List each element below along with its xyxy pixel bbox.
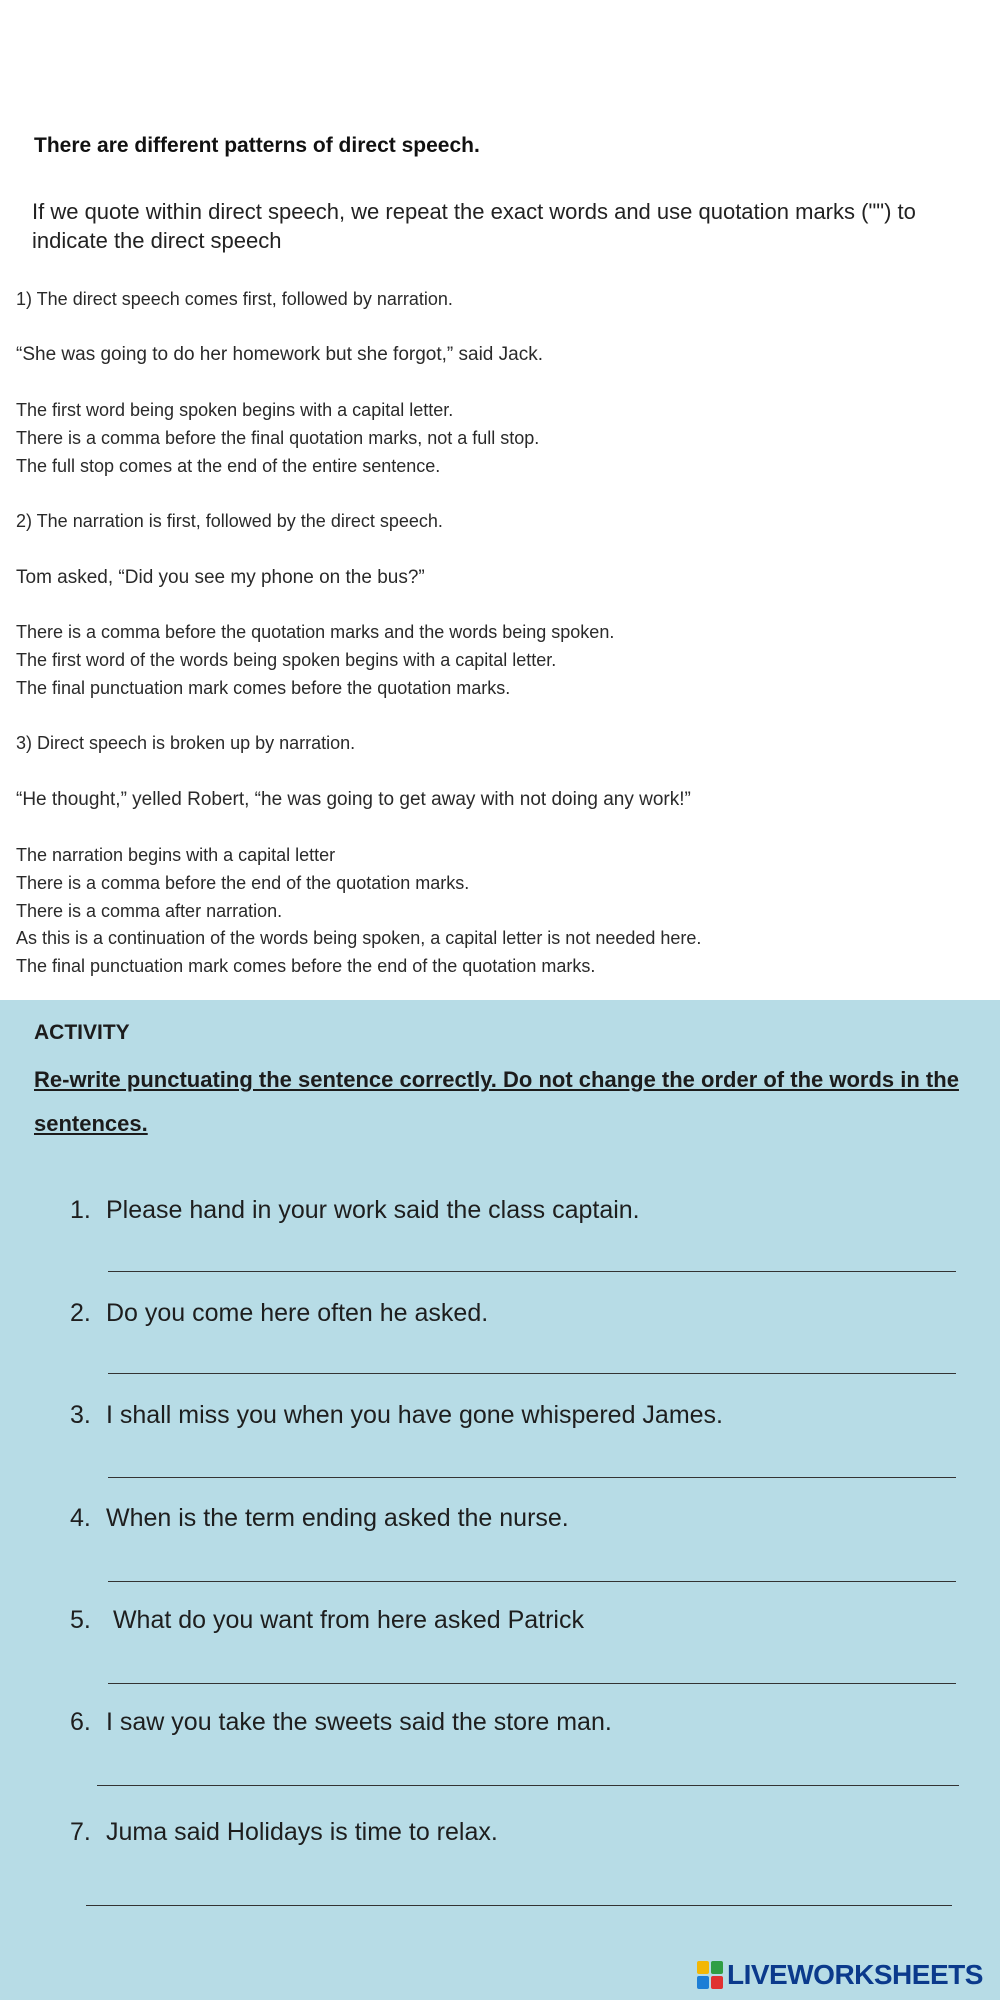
answer-line-5[interactable]: [108, 1683, 956, 1684]
pattern-1-rule: There is a comma before the final quotation marks, not a full stop.: [16, 428, 540, 448]
answer-line-4[interactable]: [108, 1581, 956, 1582]
section-heading: There are different patterns of direct speech.: [34, 134, 480, 157]
question-3: [70, 1401, 723, 1430]
question-text: Do you come here often he asked.: [106, 1299, 489, 1327]
pattern-2-example: Tom asked, “Did you see my phone on the bus?”: [16, 567, 425, 588]
question-number: 6.: [70, 1708, 91, 1736]
pattern-3-rule: There is a comma after narration.: [16, 901, 283, 921]
pattern-2-rule: The first word of the words being spoken begins with a capital letter.: [16, 650, 557, 670]
pattern-2-title: 2) The narration is first, followed by the direct speech.: [16, 511, 443, 531]
pattern-2-rule: The final punctuation mark comes before the quotation marks.: [16, 678, 511, 698]
question-text: I saw you take the sweets said the store man.: [106, 1708, 612, 1736]
logo-square: [711, 1976, 723, 1989]
question-5: [70, 1606, 584, 1635]
question-6: [70, 1708, 612, 1737]
question-7: [70, 1818, 498, 1847]
logo-square: [697, 1961, 709, 1974]
question-number: 7.: [70, 1818, 91, 1846]
pattern-3-rule: The narration begins with a capital letter: [16, 845, 336, 865]
pattern-1-rule: The first word being spoken begins with a capital letter.: [16, 400, 454, 420]
question-number: 1.: [70, 1196, 91, 1224]
question-4: [70, 1504, 569, 1533]
pattern-1-example: “She was going to do her homework but she forgot,” said Jack.: [16, 344, 543, 365]
question-text: Juma said Holidays is time to relax.: [106, 1818, 498, 1846]
pattern-3-example: “He thought,” yelled Robert, “he was going to get away with not doing any work!”: [16, 789, 691, 810]
activity-title: ACTIVITY: [34, 1021, 130, 1044]
liveworksheets-logo-icon: [697, 1961, 723, 1989]
pattern-1-title: 1) The direct speech comes first, followed by narration.: [16, 289, 453, 309]
liveworksheets-logo[interactable]: [697, 1957, 983, 1993]
answer-line-3[interactable]: [108, 1477, 956, 1478]
pattern-3-rule: There is a comma before the end of the quotation marks.: [16, 873, 470, 893]
pattern-3-title: 3) Direct speech is broken up by narration.: [16, 733, 356, 753]
question-text: I shall miss you when you have gone whispered James.: [106, 1401, 723, 1429]
question-text: What do you want from here asked Patrick: [106, 1606, 584, 1634]
logo-square: [697, 1976, 709, 1989]
activity-section: [0, 1000, 1000, 2000]
question-number: 3.: [70, 1401, 91, 1429]
logo-text: LIVEWORKSHEETS: [727, 1959, 983, 1990]
question-number: 5.: [70, 1606, 91, 1634]
pattern-3-rule: As this is a continuation of the words being spoken, a capital letter is not needed here.: [16, 928, 702, 948]
question-number: 4.: [70, 1504, 91, 1532]
answer-line-6[interactable]: [97, 1785, 959, 1786]
question-1: [70, 1196, 640, 1225]
activity-instruction: Re-write punctuating the sentence correctly. Do not change the order of the words in the sentences.: [34, 1067, 959, 1136]
question-number: 2.: [70, 1299, 91, 1327]
answer-line-7[interactable]: [86, 1905, 952, 1906]
intro-paragraph: If we quote within direct speech, we repeat the exact words and use quotation marks ("") to indicate the direct speech: [32, 199, 916, 253]
answer-line-1[interactable]: [108, 1271, 956, 1272]
logo-square: [711, 1961, 723, 1974]
question-text: When is the term ending asked the nurse.: [106, 1504, 569, 1532]
pattern-1-rule: The full stop comes at the end of the entire sentence.: [16, 456, 441, 476]
pattern-3-rule: The final punctuation mark comes before the end of the quotation marks.: [16, 956, 596, 976]
answer-line-2[interactable]: [108, 1373, 956, 1374]
question-2: [70, 1299, 488, 1328]
question-text: Please hand in your work said the class captain.: [106, 1196, 640, 1224]
pattern-2-rule: There is a comma before the quotation marks and the words being spoken.: [16, 622, 615, 642]
